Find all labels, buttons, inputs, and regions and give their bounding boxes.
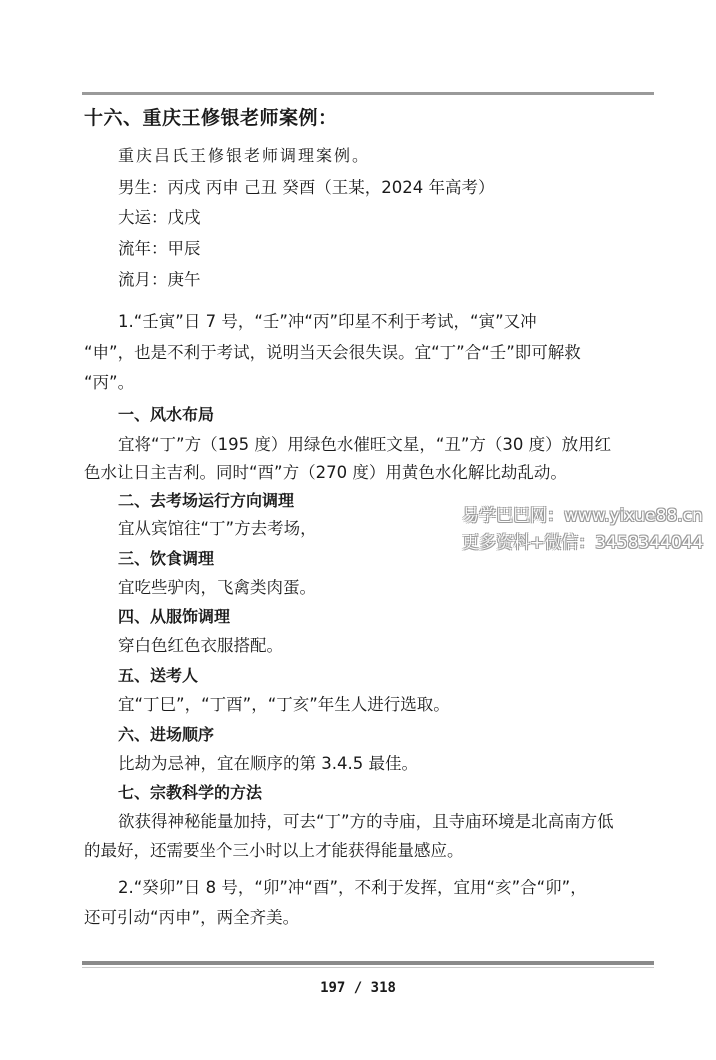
section-body-line: 欲获得神秘能量加持，可去“丁”方的寺庙，且寺庙环境是北高南方低 bbox=[118, 812, 614, 831]
page-number: 197 / 318 bbox=[320, 980, 396, 996]
case1-paragraph-line: 1.“壬寅”日 7 号，“壬”冲“丙”印星不利于考试，“寅”又冲 bbox=[118, 312, 537, 331]
section-body-line: 穿白色红色衣服搭配。 bbox=[118, 636, 283, 655]
section-body-line: 宜吃些驴肉，飞禽类肉蛋。 bbox=[118, 578, 316, 597]
section-title-fengshui: 一、风水布局 bbox=[118, 405, 215, 424]
bottom-rule bbox=[82, 961, 654, 965]
section-body-line: 宜从宾馆往“丁”方去考场， bbox=[118, 519, 317, 538]
section-title-order: 六、进场顺序 bbox=[118, 725, 215, 744]
dayun-line: 大运：戊戌 bbox=[118, 208, 201, 227]
watermark-contact: 更多资料+微信：3458344044 bbox=[462, 533, 704, 553]
section-body-line: 的最好，还需要坐个三小时以上才能获得能量感应。 bbox=[84, 841, 464, 860]
watermark-site: 易学巴巴网：www.yixue88.cn bbox=[462, 506, 703, 526]
section-heading: 十六、重庆王修银老师案例： bbox=[84, 107, 338, 129]
liunian-line: 流年：甲辰 bbox=[118, 239, 201, 258]
case-subtitle: 重庆吕氏王修银老师调理案例。 bbox=[118, 146, 371, 165]
section-title-diet: 三、饮食调理 bbox=[118, 549, 215, 568]
liuyue-line: 流月：庚午 bbox=[118, 270, 201, 289]
case2-paragraph-line: 2.“癸卯”日 8 号，“卯”冲“酉”，不利于发挥，宜用“亥”合“卯”， bbox=[118, 878, 587, 897]
case1-paragraph-line: “丙”。 bbox=[84, 373, 135, 392]
section-body-line: 比劫为忌神，宜在顺序的第 3.4.5 最佳。 bbox=[118, 754, 418, 773]
section-title-religion: 七、宗教科学的方法 bbox=[118, 783, 263, 802]
section-body-line: 宜将“丁”方（195 度）用绿色水催旺文星，“丑”方（30 度）放用红 bbox=[118, 435, 612, 454]
section-title-escort: 五、送考人 bbox=[118, 666, 199, 685]
section-body-line: 宜“丁巳”，“丁酉”，“丁亥”年生人进行选取。 bbox=[118, 695, 450, 714]
birth-chart-line: 男生：丙戌 丙申 己丑 癸酉（王某，2024 年高考） bbox=[118, 178, 495, 197]
case2-paragraph-line: 还可引动“丙申”，两全齐美。 bbox=[84, 908, 300, 927]
section-title-direction: 二、去考场运行方向调理 bbox=[118, 491, 295, 510]
section-title-clothing: 四、从服饰调理 bbox=[118, 607, 231, 626]
case1-paragraph-line: “申”，也是不利于考试，说明当天会很失误。宜“丁”合“壬”即可解救 bbox=[84, 343, 581, 362]
section-body-line: 色水让日主吉利。同时“酉”方（270 度）用黄色水化解比劫乱动。 bbox=[84, 463, 567, 482]
top-rule bbox=[82, 92, 654, 95]
